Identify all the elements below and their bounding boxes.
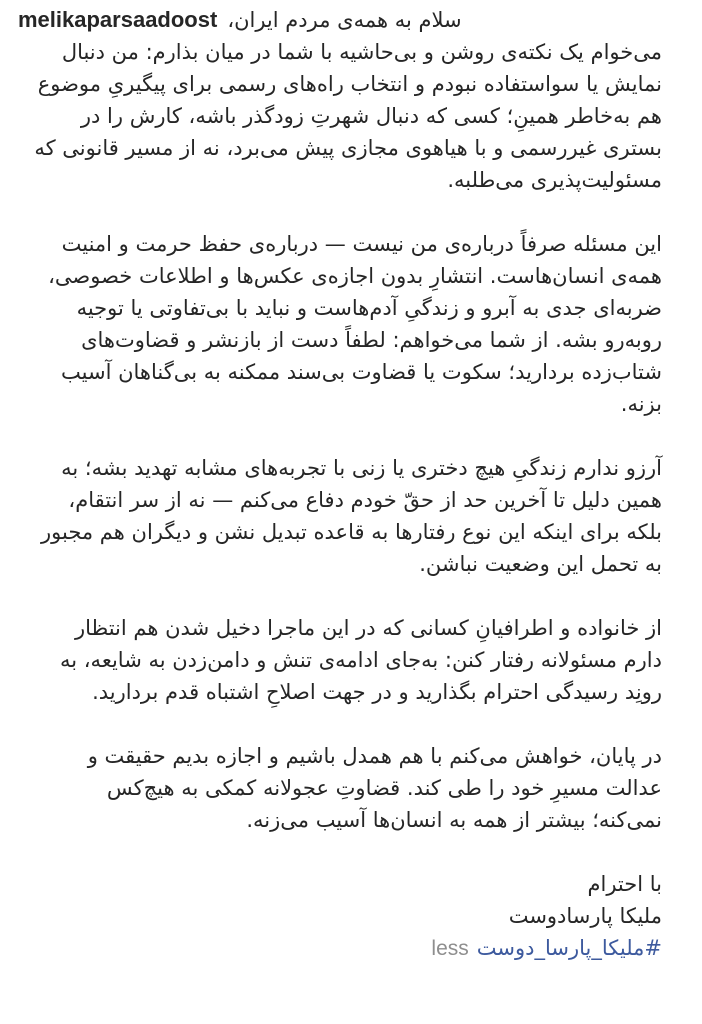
username-link[interactable]: melikaparsaadoost	[18, 7, 218, 32]
text-line: در پایان، خواهش می‌کنم با هم همدل باشیم و اجازه بدیم حقیقت و	[87, 744, 662, 768]
signoff	[30, 868, 662, 932]
text-line: شتاب‌زده بردارید؛ سکوت یا قضاوت بی‌سند ممکنه به بی‌گناهان آسیب	[61, 360, 662, 384]
paragraph-spacer	[30, 580, 662, 612]
paragraph-spacer	[30, 420, 662, 452]
caption-first-line	[18, 4, 662, 36]
text-line: دارم مسئولانه رفتار کنن: به‌جای ادامه‌ی تنش و دامن‌زدن به شایعه، به	[60, 648, 662, 672]
text-line: می‌خوام یک نکته‌ی روشن و بی‌حاشیه با شما در میان بذارم: من دنبال	[61, 40, 662, 64]
text-line: بستری غیررسمی و با هیاهوی مجازی پیش می‌برد، نه از مسیر قانونی که	[34, 136, 662, 160]
less-button[interactable]: less	[431, 937, 469, 960]
text-line: نمی‌کنه؛ بیشتر از همه به انسان‌ها آسیب می‌زنه.	[246, 808, 662, 832]
post-caption	[18, 4, 662, 965]
text-line: هم به‌خاطر همینِ؛ کسی که دنبال شهرتِ زودگذر باشه، کارش را در	[80, 104, 662, 128]
paragraph-3	[30, 452, 662, 580]
text-line: مسئولیت‌پذیری می‌طلبه.	[447, 168, 662, 192]
paragraph-spacer	[30, 836, 662, 868]
text-line: همه‌ی انسان‌هاست. انتشارِ بدون اجازه‌ی عکس‌ها و اطلاعات خصوصی،	[48, 264, 662, 288]
text-line: ضربه‌ای جدی به آبرو و زندگیِ آدم‌هاست و نباید با بی‌تفاوتی یا توجیه	[76, 296, 662, 320]
paragraph-2	[30, 228, 662, 420]
paragraph-5	[30, 740, 662, 836]
text-line: بزنه.	[620, 392, 662, 416]
paragraph-spacer	[30, 708, 662, 740]
text-line: از خانواده و اطرافیانِ کسانی که در این ماجرا دخیل شدن هم انتظار	[74, 616, 662, 640]
hashtag-link[interactable]: #ملیکا_پارسا_دوست	[476, 936, 662, 960]
text-line: به تحمل این وضعیت نباشن.	[419, 552, 662, 576]
closing-text: با احترام	[587, 872, 662, 896]
paragraph-spacer	[30, 196, 662, 228]
greeting-text: سلام به همه‌ی مردم ایران،	[227, 8, 462, 32]
text-line: عدالت مسیرِ خود را طی کند. قضاوتِ عجولانه کمکی به هیچ‌کس	[106, 776, 662, 800]
text-line: بلکه برای اینکه این نوع رفتارها به قاعده تبدیل نشن و دیگران هم مجبور	[41, 520, 662, 544]
text-line: این مسئله صرفاً درباره‌ی من نیست — درباره‌ی حفظ حرمت و امنیت	[61, 232, 662, 256]
text-line: روبه‌رو بشه. از شما می‌خواهم: لطفاً دست از بازنشر و قضاوت‌های	[81, 328, 662, 352]
paragraph-1	[30, 36, 662, 196]
text-line: رونِد رسیدگی احترام بگذارید و در جهت اصلاحِ اشتباه قدم بردارید.	[92, 680, 662, 704]
signature-name: ملیکا پارسادوست	[508, 904, 662, 928]
text-line: نمایش یا سواستفاده نبودم و انتخاب راه‌های رسمی برای پیگیریِ موضوع	[37, 72, 662, 96]
text-line: آرزو ندارم زندگیِ هیچ دختری یا زنی با تجربه‌های مشابه تهدید بشه؛ به	[61, 456, 662, 480]
hashtag-line	[30, 932, 662, 965]
text-line: همین دلیل تا آخرین حد از حقّ خودم دفاع می‌کنم — نه از سر انتقام،	[68, 488, 662, 512]
paragraph-4	[30, 612, 662, 708]
